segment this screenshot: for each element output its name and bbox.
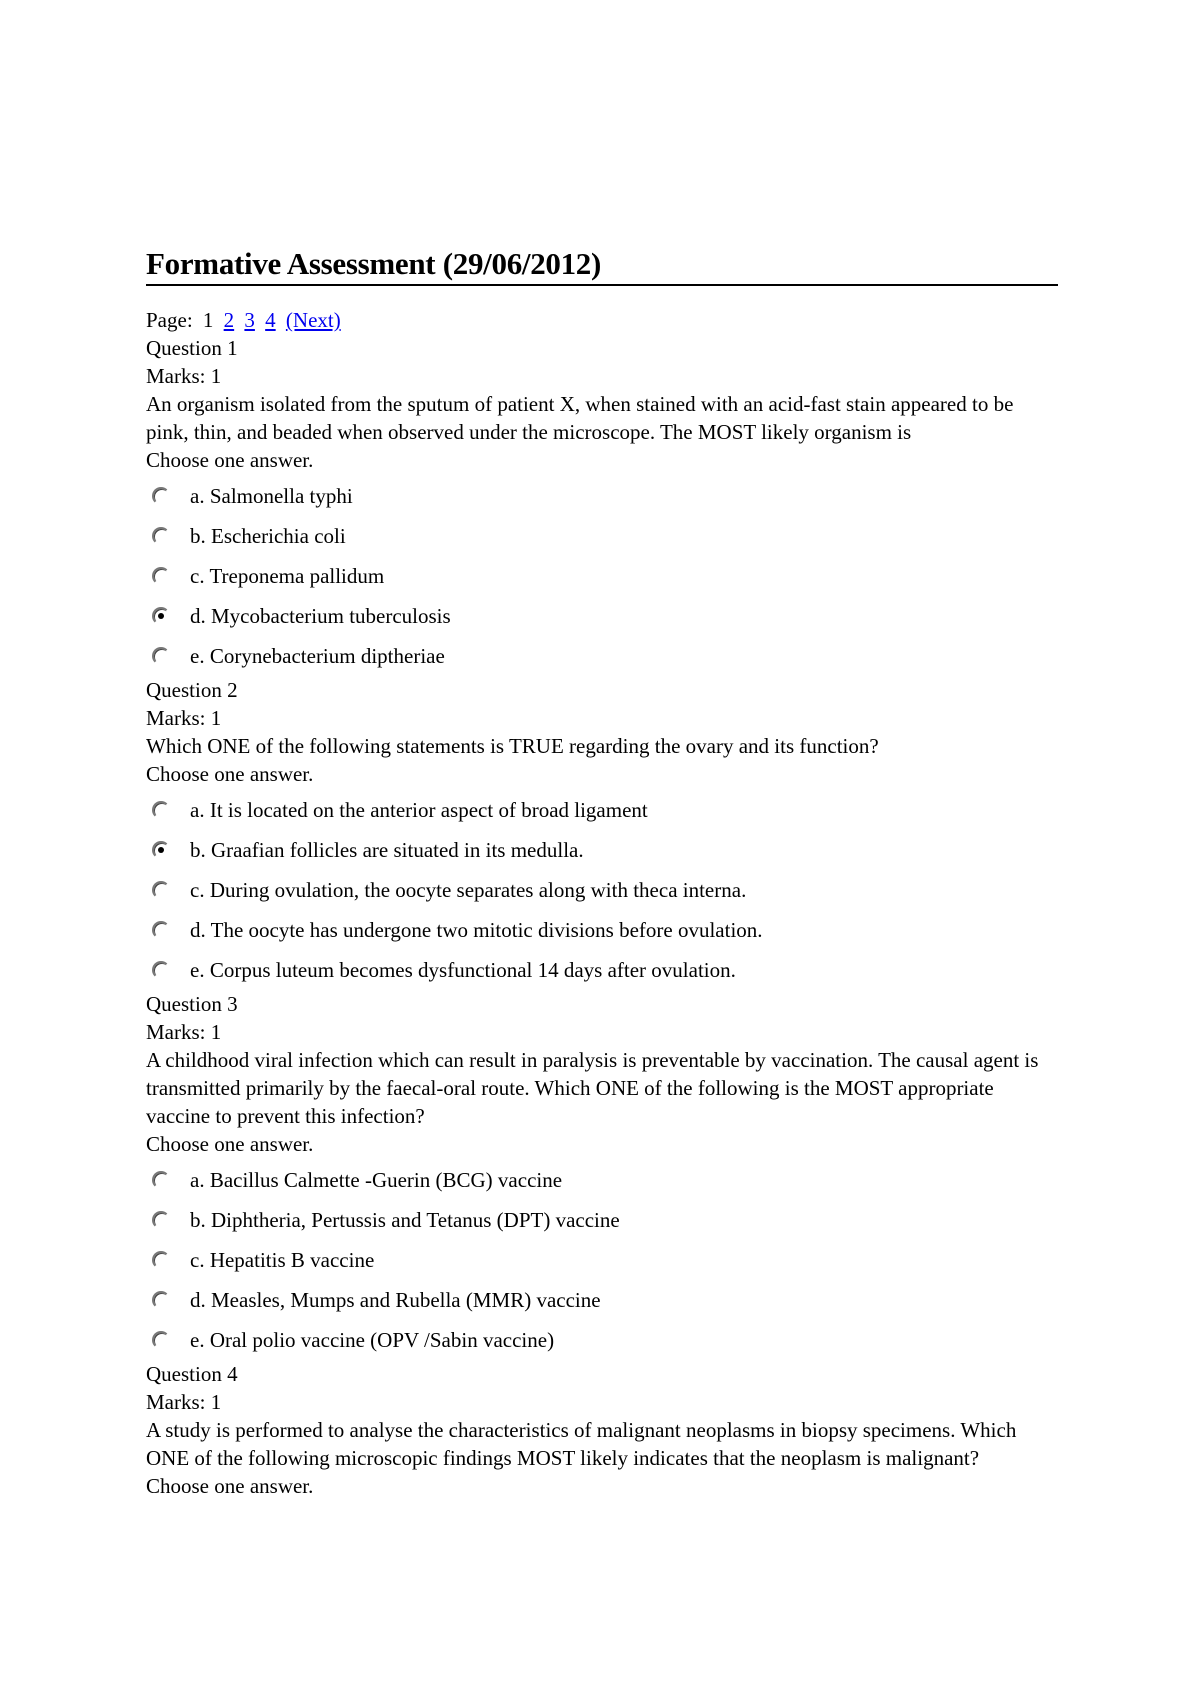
answer-option-label: b. Graafian follicles are situated in its medulla.	[190, 838, 584, 862]
answer-option-label: e. Corynebacterium diptheriae	[190, 644, 445, 668]
radio-icon[interactable]	[152, 1291, 170, 1309]
question-heading: Question 3	[146, 992, 238, 1016]
question-stem: An organism isolated from the sputum of patient X, when stained with an acid-fast stain appeared to be pink, thin, and beaded when observed under the microscope. The MOST likely organism is	[146, 392, 1014, 444]
current-page: 1	[202, 308, 214, 332]
answer-option-label: d. The oocyte has undergone two mitotic divisions before ovulation.	[190, 918, 763, 942]
radio-icon[interactable]	[152, 1171, 170, 1189]
question-stem: A study is performed to analyse the characteristics of malignant neoplasms in biopsy specimens. Which ONE of the following microscopic findings MOST likely indicates that the neoplasm is malignant?	[146, 1418, 1017, 1470]
answer-option[interactable]	[146, 1240, 1058, 1280]
radio-icon[interactable]	[152, 487, 170, 505]
answer-option-label: b. Escherichia coli	[190, 524, 346, 548]
answer-option[interactable]	[146, 556, 1058, 596]
answer-option[interactable]	[146, 636, 1058, 676]
question-block	[146, 334, 1058, 676]
choose-prompt: Choose one answer.	[146, 1132, 314, 1156]
radio-selected-icon[interactable]	[152, 841, 170, 859]
radio-icon[interactable]	[152, 1251, 170, 1269]
question-marks: Marks: 1	[146, 706, 222, 730]
question-marks: Marks: 1	[146, 364, 222, 388]
answer-option[interactable]	[146, 790, 1058, 830]
answer-option[interactable]	[146, 870, 1058, 910]
answer-option[interactable]	[146, 596, 1058, 636]
answer-options	[146, 1160, 1058, 1360]
answer-option[interactable]	[146, 910, 1058, 950]
question-block	[146, 990, 1058, 1360]
answer-options	[146, 790, 1058, 990]
answer-option[interactable]	[146, 830, 1058, 870]
question-block	[146, 1360, 1058, 1500]
question-marks: Marks: 1	[146, 1020, 222, 1044]
next-page-link[interactable]: (Next)	[285, 308, 341, 332]
answer-option[interactable]	[146, 1200, 1058, 1240]
question-heading: Question 1	[146, 336, 238, 360]
radio-icon[interactable]	[152, 647, 170, 665]
question-block	[146, 676, 1058, 990]
radio-icon[interactable]	[152, 961, 170, 979]
choose-prompt: Choose one answer.	[146, 762, 314, 786]
radio-icon[interactable]	[152, 527, 170, 545]
answer-option[interactable]	[146, 1320, 1058, 1360]
page-title: Formative Assessment (29/06/2012)	[146, 246, 1058, 286]
radio-icon[interactable]	[152, 881, 170, 899]
page-link-4[interactable]: 4	[265, 308, 276, 332]
page-link-2[interactable]: 2	[223, 308, 235, 332]
choose-prompt: Choose one answer.	[146, 448, 314, 472]
radio-selected-icon[interactable]	[152, 607, 170, 625]
pagination	[146, 306, 1058, 334]
answer-option-label: b. Diphtheria, Pertussis and Tetanus (DPT) vaccine	[190, 1208, 620, 1232]
answer-option[interactable]	[146, 1280, 1058, 1320]
question-stem: A childhood viral infection which can result in paralysis is preventable by vaccination. The causal agent is transmitted primarily by the faecal-oral route. Which ONE of the following is the MOST appropriate vaccine to prevent this infection?	[146, 1048, 1039, 1128]
answer-options	[146, 476, 1058, 676]
answer-option[interactable]	[146, 950, 1058, 990]
question-stem: Which ONE of the following statements is TRUE regarding the ovary and its function?	[146, 734, 879, 758]
answer-option-label: e. Corpus luteum becomes dysfunctional 14 days after ovulation.	[190, 958, 736, 982]
answer-option-label: a. It is located on the anterior aspect of broad ligament	[190, 798, 648, 822]
answer-option-label: e. Oral polio vaccine (OPV /Sabin vaccine)	[190, 1328, 555, 1352]
answer-option-label: a. Salmonella typhi	[190, 484, 353, 508]
radio-icon[interactable]	[152, 921, 170, 939]
answer-option[interactable]	[146, 516, 1058, 556]
answer-option-label: a. Bacillus Calmette -Guerin (BCG) vaccine	[190, 1168, 563, 1192]
answer-option-label: d. Measles, Mumps and Rubella (MMR) vaccine	[190, 1288, 601, 1312]
radio-icon[interactable]	[152, 1211, 170, 1229]
answer-option-label: c. Treponema pallidum	[190, 564, 385, 588]
answer-option-label: c. Hepatitis B vaccine	[190, 1248, 375, 1272]
answer-option-label: d. Mycobacterium tuberculosis	[190, 604, 451, 628]
question-list	[146, 334, 1058, 1500]
question-marks: Marks: 1	[146, 1390, 222, 1414]
question-heading: Question 4	[146, 1362, 238, 1386]
radio-icon[interactable]	[152, 801, 170, 819]
radio-icon[interactable]	[152, 1331, 170, 1349]
answer-option[interactable]	[146, 1160, 1058, 1200]
radio-icon[interactable]	[152, 567, 170, 585]
answer-option[interactable]	[146, 476, 1058, 516]
page-link-3[interactable]: 3	[244, 308, 255, 332]
assessment-page	[146, 246, 1058, 1500]
answer-option-label: c. During ovulation, the oocyte separates along with theca interna.	[190, 878, 747, 902]
pagination-label: Page:	[146, 308, 193, 332]
question-heading: Question 2	[146, 678, 238, 702]
choose-prompt: Choose one answer.	[146, 1474, 314, 1498]
